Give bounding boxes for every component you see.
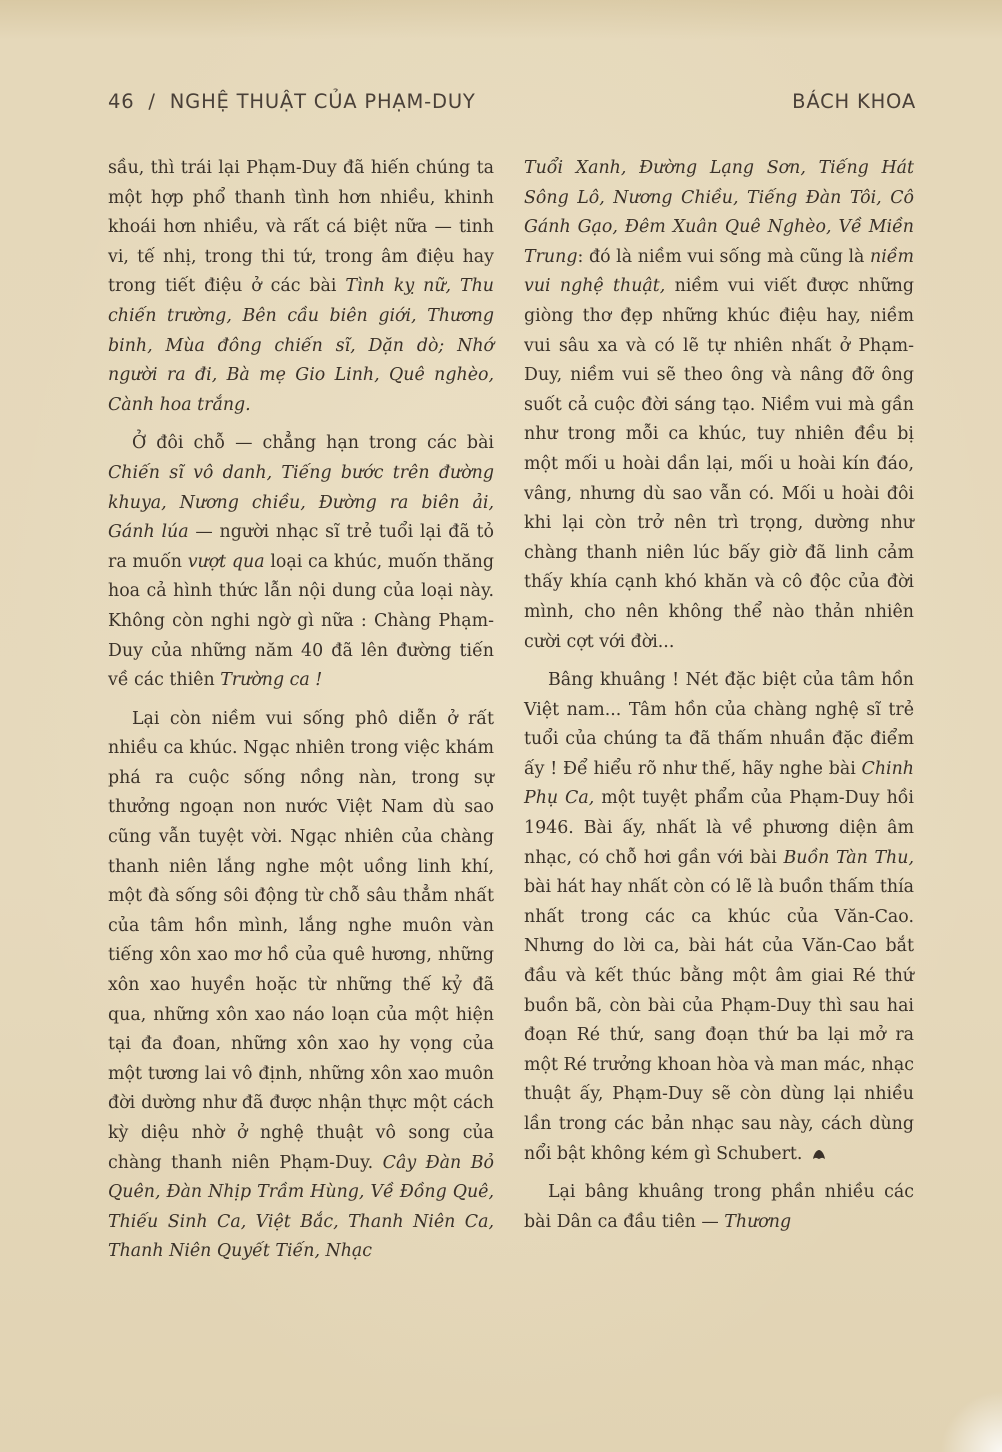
- emphasis: niềm vui nghệ thuật,: [524, 246, 914, 297]
- right-column: [524, 154, 914, 1237]
- song-title: Thương: [724, 1211, 792, 1232]
- song-titles: Tình kỵ nữ, Thu chiến trường, Bên cầu biên giới, Thương binh, Mùa đông chiến sĩ, Dặn dò; Nhớ người ra đi, Bà mẹ Gio Linh, Quê nghèo, Cành hoa trắng.: [108, 276, 495, 415]
- body-text: Ở đôi chỗ — chẳng hạn trong các bài: [132, 433, 494, 454]
- song-title: Chinh Phụ Ca,: [524, 758, 914, 809]
- body-text: Lại còn niềm vui sống phô diễn ở rất nhiều ca khúc. Ngạc nhiên trong việc khám phá ra cuộc sống nồng nàn, trong sự thưởng ngoạn non nước Việt Nam dù sao cũng vẫn tuyệt vời. Ngạc nhiên của chàng thanh niên lắng nghe một uồng linh khí, một đà sống sôi động từ chỗ sâu thẳm nhất của tâm hồn mình, lắng nghe muôn vàn tiếng xôn xao mơ hồ của quê hương, những xôn xao huyền hoặc từ những thế kỷ đã qua, những xôn xao náo loạn của một hiện tại đa đoan, những xôn xao hy vọng của một tương lai vô định, những xôn xao muôn đời dường như đã được nhận thực một cách kỳ diệu nhờ ở nghệ thuật vô song của chàng thanh niên Phạm-Duy.: [108, 708, 494, 1173]
- left-column: [108, 154, 494, 1267]
- paragraph: [524, 666, 914, 1169]
- song-title: Buồn Tàn Thu,: [783, 847, 914, 868]
- header-separator: /: [148, 90, 156, 113]
- article-title: NGHỆ THUẬT CỦA PHẠM-DUY: [169, 90, 476, 113]
- emphasis: vượt qua: [187, 551, 265, 572]
- page-header: [108, 90, 916, 124]
- running-title: [108, 90, 476, 113]
- body-text: loại ca khúc, muốn thăng hoa cả hình thức lẫn nội dung của loại này. Không còn nghi ngờ gì nữa : Chàng Phạm-Duy của những năm 40 đã lên đường tiến về các thiên: [108, 551, 494, 691]
- paragraph: [108, 429, 494, 695]
- emphasis: Trường ca !: [220, 670, 323, 691]
- page-number: 46: [108, 90, 135, 113]
- song-titles: Cây Đàn Bỏ Quên, Đàn Nhịp Trầm Hùng, Về Đồng Quê, Thiếu Sinh Ca, Việt Bắc, Thanh Niên Ca, Thanh Niên Quyết Tiến, Nhạc: [108, 1152, 494, 1262]
- ornament-icon: [812, 1149, 826, 1160]
- paragraph: [524, 1178, 914, 1237]
- body-text: bài hát hay nhất còn có lẽ là buồn thấm thía nhất trong các ca khúc của Văn-Cao. Nhưng do lời ca, bài hát của Văn-Cao bắt đầu và kết thúc bằng một âm giai Ré thứ buồn bã, còn bài của Phạm-Duy thì sau hai đoạn Ré thứ, sang đoạn thứ ba lại mở ra một Ré trưởng khoan hòa và man mác, nhạc thuật ấy, Phạm-Duy sẽ còn dùng lại nhiều lần trong các bản nhạc sau này, cách dùng nổi bật không kém gì Schubert.: [524, 877, 914, 1164]
- song-titles: Tuổi Xanh, Đường Lạng Sơn, Tiếng Hát Sông Lô, Nương Chiều, Tiếng Đàn Tôi, Cô Gánh Gạo, Đêm Xuân Quê Nghèo, Về Miền Trung: [524, 158, 914, 267]
- body-text: Bâng khuâng ! Nét đặc biệt của tâm hồn Việt nam... Tâm hồn của chàng nghệ sĩ trẻ tuổi của chúng ta đã thấm nhuần đặc điểm ấy ! Để hiểu rõ như thế, hãy nghe bài: [524, 670, 914, 779]
- paragraph: [108, 705, 494, 1267]
- body-text: : đó là niềm vui sống mà cũng là: [577, 246, 871, 267]
- body-text: sầu, thì trái lại Phạm-Duy đã hiến chúng ta một hợp phổ thanh tình hơn nhiều, khinh khoái hơn nhiều, và rất cá biệt nữa — tinh vi, tế nhị, trong thi tứ, trong âm điệu hay trong tiết điệu ở các bài: [108, 158, 494, 297]
- paragraph: [108, 154, 494, 420]
- body-text: Lại bâng khuâng trong phần nhiều các bài Dân ca đầu tiên —: [524, 1182, 914, 1232]
- body-text: niềm vui viết được những giòng thơ đẹp những khúc điệu hay, niềm vui sâu xa và có lẽ tự nhiên nhất ở Phạm-Duy, niềm vui sẽ theo ông và nâng đỡ ông suốt cả cuộc đời sáng tạo. Niềm vui mà gần như trong mỗi ca khúc, tuy nhiên đều bị một mối u hoài dần lại, mối u hoài kín đáo, vâng, nhưng dù sao vẫn có. Mối u hoài đôi khi lại còn trở nên trì trọng, dường như chàng thanh niên lúc bấy giờ đã linh cảm thấy khía cạnh khó khăn và cô độc của đời mình, cho nên không thể nào thản nhiên cười cợt với đời...: [524, 276, 914, 652]
- body-text: một tuyệt phẩm của Phạm-Duy hồi 1946. Bài ấy, nhất là về phương diện âm nhạc, có chỗ hơi gần với bài: [524, 788, 914, 868]
- magazine-name: BÁCH KHOA: [792, 90, 916, 113]
- paragraph: [524, 154, 914, 657]
- song-titles: Chiến sĩ vô danh, Tiếng bước trên đường khuya, Nương chiều, Đường ra biên ải, Gánh lúa: [108, 462, 494, 543]
- paper-wear: [930, 1380, 1002, 1452]
- body-text: — người nhạc sĩ trẻ tuổi lại đã tỏ ra muốn: [108, 522, 494, 572]
